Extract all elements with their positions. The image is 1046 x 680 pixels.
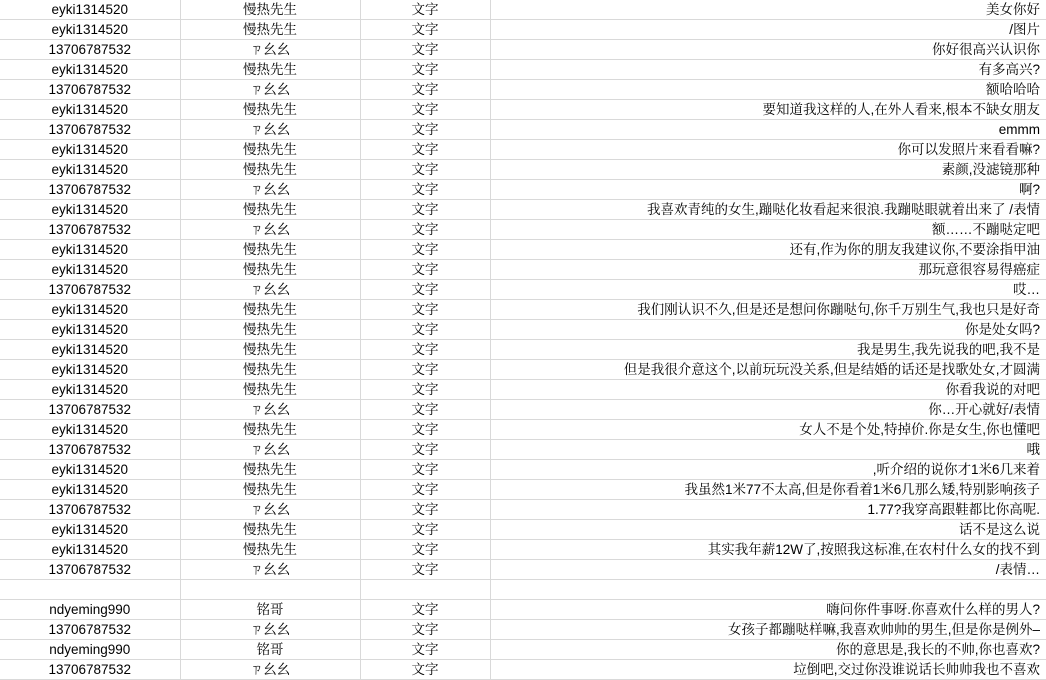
- cell-account: eyki1314520: [0, 160, 180, 180]
- table-row[interactable]: [0, 560, 1046, 580]
- cell-account: eyki1314520: [0, 300, 180, 320]
- table-row[interactable]: [0, 360, 1046, 380]
- table-row-separator: [0, 580, 1046, 600]
- cell-message-type: 文字: [360, 80, 490, 100]
- cell-nickname: ㄗ幺幺: [180, 120, 360, 140]
- cell-message-type: 文字: [360, 540, 490, 560]
- table-row[interactable]: [0, 480, 1046, 500]
- table-row[interactable]: [0, 120, 1046, 140]
- cell-content: 你…开心就好/表情: [490, 400, 1046, 420]
- cell-nickname: 慢热先生: [180, 240, 360, 260]
- cell-account: eyki1314520: [0, 380, 180, 400]
- cell-message-type: 文字: [360, 260, 490, 280]
- cell-nickname: ㄗ幺幺: [180, 180, 360, 200]
- cell-message-type: 文字: [360, 360, 490, 380]
- table-row[interactable]: [0, 220, 1046, 240]
- cell-message-type: 文字: [360, 600, 490, 620]
- empty-cell: [490, 580, 1046, 600]
- cell-message-type: 文字: [360, 480, 490, 500]
- cell-message-type: 文字: [360, 220, 490, 240]
- cell-account: eyki1314520: [0, 60, 180, 80]
- cell-account: ndyeming990: [0, 600, 180, 620]
- cell-account: 13706787532: [0, 180, 180, 200]
- cell-content: 你是处女吗?: [490, 320, 1046, 340]
- cell-account: 13706787532: [0, 220, 180, 240]
- cell-account: 13706787532: [0, 120, 180, 140]
- cell-nickname: ㄗ幺幺: [180, 220, 360, 240]
- cell-content: 你好很高兴认识你: [490, 40, 1046, 60]
- cell-account: eyki1314520: [0, 240, 180, 260]
- cell-account: eyki1314520: [0, 480, 180, 500]
- cell-content: 你看我说的对吧: [490, 380, 1046, 400]
- cell-nickname: ㄗ幺幺: [180, 500, 360, 520]
- cell-message-type: 文字: [360, 0, 490, 20]
- cell-content: 额哈哈哈: [490, 80, 1046, 100]
- cell-nickname: ㄗ幺幺: [180, 660, 360, 680]
- cell-account: eyki1314520: [0, 320, 180, 340]
- table-row[interactable]: [0, 0, 1046, 20]
- cell-content: /表情…: [490, 560, 1046, 580]
- cell-message-type: 文字: [360, 300, 490, 320]
- table-row[interactable]: [0, 640, 1046, 660]
- cell-nickname: 慢热先生: [180, 160, 360, 180]
- cell-nickname: 慢热先生: [180, 360, 360, 380]
- cell-account: eyki1314520: [0, 460, 180, 480]
- cell-message-type: 文字: [360, 320, 490, 340]
- table-row[interactable]: [0, 660, 1046, 680]
- table-row[interactable]: [0, 340, 1046, 360]
- cell-nickname: 慢热先生: [180, 260, 360, 280]
- cell-nickname: 慢热先生: [180, 140, 360, 160]
- table-row[interactable]: [0, 20, 1046, 40]
- cell-content: 但是我很介意这个,以前玩玩没关系,但是结婚的话还是找歌处女,才圆满: [490, 360, 1046, 380]
- cell-nickname: ㄗ幺幺: [180, 400, 360, 420]
- cell-account: eyki1314520: [0, 0, 180, 20]
- cell-nickname: 铭哥: [180, 640, 360, 660]
- cell-message-type: 文字: [360, 40, 490, 60]
- cell-account: 13706787532: [0, 280, 180, 300]
- cell-account: eyki1314520: [0, 340, 180, 360]
- cell-nickname: 慢热先生: [180, 100, 360, 120]
- cell-message-type: 文字: [360, 560, 490, 580]
- empty-cell: [0, 580, 180, 600]
- cell-account: eyki1314520: [0, 20, 180, 40]
- cell-content: 哎…: [490, 280, 1046, 300]
- cell-content: 要知道我这样的人,在外人看来,根本不缺女朋友: [490, 100, 1046, 120]
- cell-nickname: 慢热先生: [180, 420, 360, 440]
- cell-nickname: 慢热先生: [180, 480, 360, 500]
- cell-content: ,听介绍的说你才1米6几来着: [490, 460, 1046, 480]
- cell-message-type: 文字: [360, 500, 490, 520]
- cell-message-type: 文字: [360, 100, 490, 120]
- cell-account: 13706787532: [0, 500, 180, 520]
- table-row[interactable]: [0, 380, 1046, 400]
- cell-nickname: 慢热先生: [180, 320, 360, 340]
- cell-content: 女人不是个处,特掉价.你是女生,你也懂吧: [490, 420, 1046, 440]
- cell-nickname: ㄗ幺幺: [180, 280, 360, 300]
- table-row[interactable]: [0, 440, 1046, 460]
- cell-account: eyki1314520: [0, 140, 180, 160]
- table-row[interactable]: [0, 200, 1046, 220]
- table-row[interactable]: [0, 180, 1046, 200]
- cell-message-type: 文字: [360, 440, 490, 460]
- cell-message-type: 文字: [360, 380, 490, 400]
- cell-content: 嗨问你件事呀.你喜欢什么样的男人?: [490, 600, 1046, 620]
- cell-content: 美女你好: [490, 0, 1046, 20]
- cell-content: 你可以发照片来看看嘛?: [490, 140, 1046, 160]
- cell-account: 13706787532: [0, 80, 180, 100]
- cell-message-type: 文字: [360, 520, 490, 540]
- cell-content: 我喜欢青纯的女生,蹦哒化妆看起来很浪.我蹦哒眼就着出来了 /表情: [490, 200, 1046, 220]
- empty-cell: [360, 580, 490, 600]
- cell-message-type: 文字: [360, 240, 490, 260]
- cell-message-type: 文字: [360, 180, 490, 200]
- cell-content: /图片: [490, 20, 1046, 40]
- cell-nickname: 慢热先生: [180, 300, 360, 320]
- cell-content: 还有,作为你的朋友我建议你,不要涂指甲油: [490, 240, 1046, 260]
- cell-nickname: ㄗ幺幺: [180, 440, 360, 460]
- cell-account: eyki1314520: [0, 100, 180, 120]
- table-row[interactable]: [0, 540, 1046, 560]
- cell-content: 啊?: [490, 180, 1046, 200]
- cell-nickname: 慢热先生: [180, 520, 360, 540]
- cell-account: eyki1314520: [0, 540, 180, 560]
- cell-nickname: 慢热先生: [180, 20, 360, 40]
- cell-content: 我虽然1米77不太高,但是你看着1米6几那么矮,特别影响孩子: [490, 480, 1046, 500]
- cell-nickname: 慢热先生: [180, 200, 360, 220]
- cell-content: 女孩子都蹦哒样嘛,我喜欢帅帅的男生,但是你是例外–: [490, 620, 1046, 640]
- cell-nickname: ㄗ幺幺: [180, 620, 360, 640]
- cell-message-type: 文字: [360, 280, 490, 300]
- cell-content: 哦: [490, 440, 1046, 460]
- cell-nickname: 慢热先生: [180, 0, 360, 20]
- table-row[interactable]: [0, 400, 1046, 420]
- empty-cell: [180, 580, 360, 600]
- cell-content: 其实我年薪12W了,按照我这标准,在农村什么女的找不到: [490, 540, 1046, 560]
- cell-message-type: 文字: [360, 120, 490, 140]
- table-row[interactable]: [0, 460, 1046, 480]
- cell-account: eyki1314520: [0, 200, 180, 220]
- table-row[interactable]: [0, 100, 1046, 120]
- cell-message-type: 文字: [360, 420, 490, 440]
- cell-nickname: ㄗ幺幺: [180, 560, 360, 580]
- table-row[interactable]: [0, 40, 1046, 60]
- cell-content: 话不是这么说: [490, 520, 1046, 540]
- cell-nickname: ㄗ幺幺: [180, 80, 360, 100]
- table-row[interactable]: [0, 80, 1046, 100]
- table-row[interactable]: [0, 300, 1046, 320]
- table-row[interactable]: [0, 500, 1046, 520]
- table-row[interactable]: [0, 60, 1046, 80]
- cell-content: 有多高兴?: [490, 60, 1046, 80]
- table-row[interactable]: [0, 620, 1046, 640]
- cell-account: eyki1314520: [0, 360, 180, 380]
- cell-account: 13706787532: [0, 400, 180, 420]
- cell-account: 13706787532: [0, 40, 180, 60]
- cell-message-type: 文字: [360, 160, 490, 180]
- cell-content: 我是男生,我先说我的吧,我不是: [490, 340, 1046, 360]
- cell-message-type: 文字: [360, 620, 490, 640]
- cell-nickname: 慢热先生: [180, 380, 360, 400]
- cell-content: 素颜,没滤镜那种: [490, 160, 1046, 180]
- cell-message-type: 文字: [360, 60, 490, 80]
- cell-account: eyki1314520: [0, 260, 180, 280]
- cell-message-type: 文字: [360, 140, 490, 160]
- cell-nickname: 铭哥: [180, 600, 360, 620]
- cell-nickname: 慢热先生: [180, 60, 360, 80]
- cell-account: 13706787532: [0, 440, 180, 460]
- cell-message-type: 文字: [360, 640, 490, 660]
- cell-message-type: 文字: [360, 660, 490, 680]
- table-row[interactable]: [0, 160, 1046, 180]
- cell-content: 垃倒吧,交过你没谁说话长帅帅我也不喜欢: [490, 660, 1046, 680]
- table-row[interactable]: [0, 520, 1046, 540]
- cell-message-type: 文字: [360, 340, 490, 360]
- table-row[interactable]: [0, 240, 1046, 260]
- cell-content: 那玩意很容易得癌症: [490, 260, 1046, 280]
- cell-account: 13706787532: [0, 660, 180, 680]
- cell-message-type: 文字: [360, 200, 490, 220]
- cell-content: 额……不蹦哒定吧: [490, 220, 1046, 240]
- cell-account: 13706787532: [0, 560, 180, 580]
- cell-nickname: 慢热先生: [180, 340, 360, 360]
- cell-account: ndyeming990: [0, 640, 180, 660]
- table-row[interactable]: [0, 260, 1046, 280]
- cell-content: 我们刚认识不久,但是还是想问你蹦哒句,你千万别生气,我也只是好奇: [490, 300, 1046, 320]
- cell-content: emmm: [490, 120, 1046, 140]
- cell-message-type: 文字: [360, 400, 490, 420]
- cell-account: eyki1314520: [0, 520, 180, 540]
- cell-nickname: 慢热先生: [180, 460, 360, 480]
- table-row[interactable]: [0, 600, 1046, 620]
- table-row[interactable]: [0, 320, 1046, 340]
- cell-nickname: ㄗ幺幺: [180, 40, 360, 60]
- cell-message-type: 文字: [360, 20, 490, 40]
- cell-nickname: 慢热先生: [180, 540, 360, 560]
- cell-account: eyki1314520: [0, 420, 180, 440]
- cell-message-type: 文字: [360, 460, 490, 480]
- table-row[interactable]: [0, 280, 1046, 300]
- cell-account: 13706787532: [0, 620, 180, 640]
- table-row[interactable]: [0, 420, 1046, 440]
- cell-content: 你的意思是,我长的不帅,你也喜欢?: [490, 640, 1046, 660]
- cell-content: 1.77?我穿高跟鞋都比你高呢.: [490, 500, 1046, 520]
- table-row[interactable]: [0, 140, 1046, 160]
